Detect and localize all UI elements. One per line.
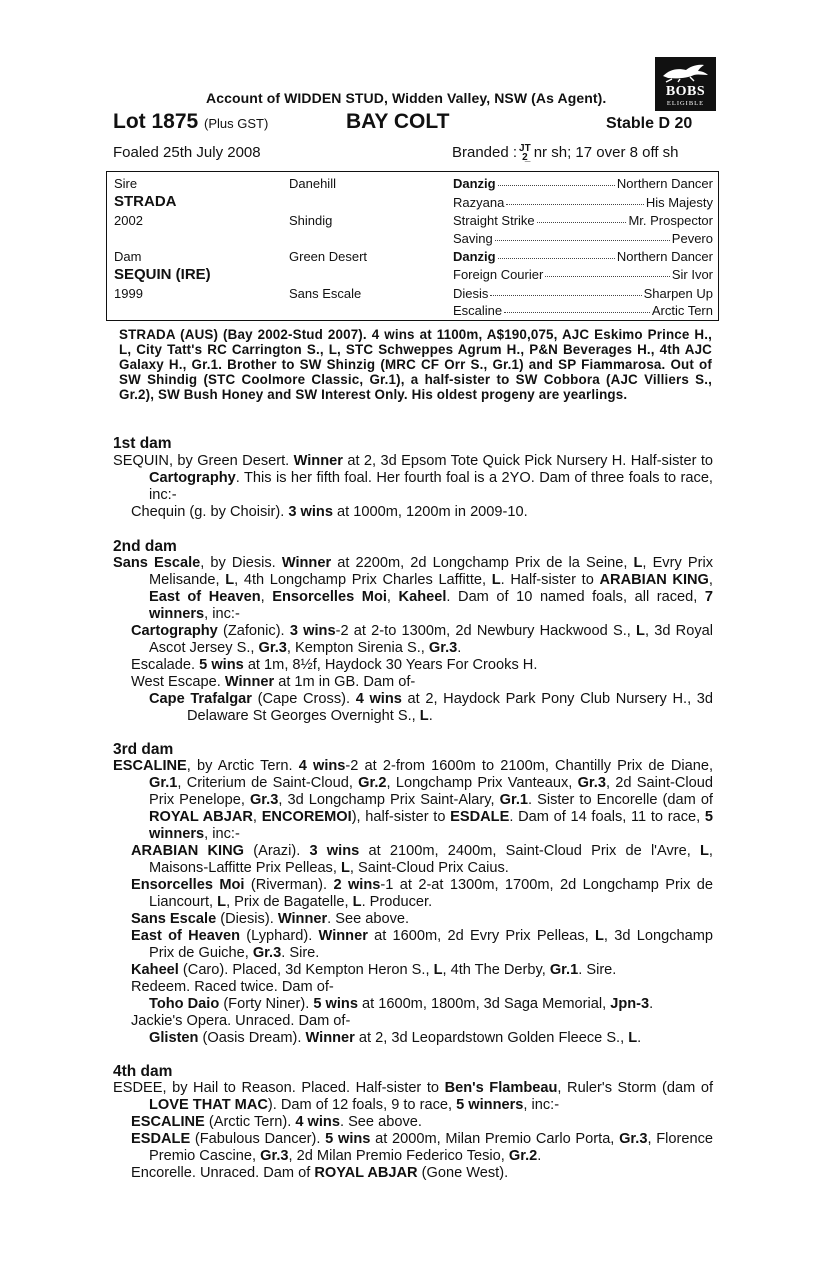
pedigree-ancestor: Diesis Sharpen Up xyxy=(453,286,713,301)
pedigree-ancestor: Straight Strike Mr. Prospector xyxy=(453,213,713,228)
bobs-logo xyxy=(655,57,716,111)
section-heading-2nd-dam: 2nd dam xyxy=(113,538,177,555)
progeny-entry: Toho Daio (Forty Niner). 5 wins at 1600m, 1800m, 3d Saga Memorial, Jpn-3. xyxy=(149,996,654,1012)
progeny-entry: ARABIAN KING (Arazi). 3 wins at 2100m, 2400m, Saint-Cloud Prix de l'Avre, L, Maisons-Laffitte Prix Pelleas, L, Saint-Cloud Prix Caius. xyxy=(131,843,713,876)
pedigree-ancestor: Danzig Northern Dancer xyxy=(453,249,713,264)
gst-note: (Plus GST) xyxy=(204,116,269,131)
brand-bottom: 2̲ xyxy=(522,152,528,163)
sire-year: 2002 xyxy=(114,213,143,228)
pedigree-ancestor: Saving Pevero xyxy=(453,231,713,246)
lot-label: Lot 1875 xyxy=(113,110,199,133)
sire-dam: Shindig xyxy=(289,213,333,228)
dam-entry: SEQUIN, by Green Desert. Winner at 2, 3d Epsom Tote Quick Pick Nursery H. Half-sister to Cartography. This is her fifth foal. Her fourth foal is a 2YO. Dam of three foals to race, inc:- xyxy=(113,453,713,503)
pedigree-ancestor: Escaline Arctic Tern xyxy=(453,303,713,318)
horse-icon xyxy=(660,61,711,83)
brand-mark xyxy=(519,144,531,162)
branded-suffix: nr sh; 17 over 8 off sh xyxy=(533,144,679,161)
colour-sex: BAY COLT xyxy=(346,110,450,133)
sire-name: STRADA xyxy=(114,193,177,210)
brand-top: JT xyxy=(519,143,531,154)
progeny-entry: ESDALE (Fabulous Dancer). 5 wins at 2000m, Milan Premio Carlo Porta, Gr.3, Florence Premio Cascine, Gr.3, 2d Milan Premio Federico Tesio, Gr.2. xyxy=(131,1131,714,1164)
foaled-date: Foaled 25th July 2008 xyxy=(113,144,261,161)
pedigree-ancestor: Danzig Northern Dancer xyxy=(453,176,713,191)
progeny-entry: Glisten (Oasis Dream). Winner at 2, 3d Leopardstown Golden Fleece S., L. xyxy=(149,1030,642,1046)
dam-dam: Sans Escale xyxy=(289,286,362,301)
pedigree-table xyxy=(106,171,719,321)
progeny-entry: Cape Trafalgar (Cape Cross). 4 wins at 2, Haydock Park Pony Club Nursery H., 3d Delaware St Georges Overnight S., L. xyxy=(149,691,714,724)
branded-prefix: Branded : xyxy=(452,144,518,161)
section-heading-3rd-dam: 3rd dam xyxy=(113,741,174,758)
brand-info xyxy=(452,144,679,162)
stable-location: Stable D 20 xyxy=(606,115,693,132)
progeny-entry: Chequin (g. by Choisir). 3 wins at 1000m, 1200m in 2009-10. xyxy=(131,504,528,520)
dam-name: SEQUIN (IRE) xyxy=(114,266,211,283)
pedigree-ancestor: Razyana His Majesty xyxy=(453,195,713,210)
logo-subtitle: ELIGIBLE xyxy=(666,100,705,107)
progeny-entry: Redeem. Raced twice. Dam of- xyxy=(131,979,334,995)
vendor-account: Account of WIDDEN STUD, Widden Valley, NSW (As Agent). xyxy=(206,90,607,106)
progeny-entry: West Escape. Winner at 1m in GB. Dam of- xyxy=(131,674,416,690)
sire-label: Sire xyxy=(114,176,138,191)
progeny-entry: Kaheel (Caro). Placed, 3d Kempton Heron S., L, 4th The Derby, Gr.1. Sire. xyxy=(131,962,617,978)
progeny-entry: Encorelle. Unraced. Dam of ROYAL ABJAR (Gone West). xyxy=(131,1165,509,1181)
pedigree-ancestor: Foreign Courier Sir Ivor xyxy=(453,267,713,282)
lot-number xyxy=(113,110,268,134)
dam-year: 1999 xyxy=(114,286,143,301)
section-heading-1st-dam: 1st dam xyxy=(113,435,172,452)
progeny-entry: Sans Escale (Diesis). Winner. See above. xyxy=(131,911,410,927)
logo-word: BOBS xyxy=(665,84,706,99)
progeny-entry: Escalade. 5 wins at 1m, 8½f, Haydock 30 Years For Crooks H. xyxy=(131,657,538,673)
progeny-entry: ESCALINE (Arctic Tern). 4 wins. See above. xyxy=(131,1114,422,1130)
dam-entry: ESCALINE, by Arctic Tern. 4 wins-2 at 2-from 1600m to 2100m, Chantilly Prix de Diane, Gr.1, Criterium de Saint-Cloud, Gr.2, Longchamp Prix Vanteaux, Gr.3, 2d Saint-Cloud Prix Penelope, Gr.3, 3d Longchamp Prix Saint-Alary, Gr.1. Sister to Encorelle (dam of ROYAL ABJAR, ENCOREMOI), half-sister to ESDALE. Dam of 14 foals, 11 to race, 5 winners, inc:- xyxy=(113,758,714,842)
dam-sire: Green Desert xyxy=(289,249,368,264)
dam-entry: Sans Escale, by Diesis. Winner at 2200m, 2d Longchamp Prix de la Seine, L, Evry Prix Melisande, L, 4th Longchamp Prix Charles Laffitte, L. Half-sister to ARABIAN KING, East of Heaven, Ensorcelles Moi, Kaheel. Dam of 10 named foals, all raced, 7 winners, inc:- xyxy=(113,555,713,622)
section-heading-4th-dam: 4th dam xyxy=(113,1063,173,1080)
sire-sire: Danehill xyxy=(289,176,336,191)
progeny-entry: Cartography (Zafonic). 3 wins-2 at 2-to 1300m, 2d Newbury Hackwood S., L, 3d Royal Ascot Jersey S., Gr.3, Kempton Sirenia S., Gr.3. xyxy=(131,623,713,656)
sire-summary: STRADA (AUS) (Bay 2002-Stud 2007). 4 wins at 1100m, A$190,075, AJC Eskimo Prince H., L, City Tatt's RC Carrington S., L, STC Schweppes Agrum H., P&N Beverages H., 4th AJC Galaxy H., Gr.1. Brother to SW Shinzig (MRC CF Orr S., Gr.1) and SP Fiammarosa. Out of SW Shindig (STC Coolmore Classic, Gr.1), a half-sister to SW Cobbora (AJC Villiers S., Gr.2), SW Bush Honey and SW Interest Only. His oldest progeny are yearlings. xyxy=(119,327,712,402)
progeny-entry: Jackie's Opera. Unraced. Dam of- xyxy=(131,1013,351,1029)
progeny-entry: Ensorcelles Moi (Riverman). 2 wins-1 at 2-at 1300m, 1700m, 2d Longchamp Prix de Liancourt, L, Prix de Bagatelle, L. Producer. xyxy=(131,877,714,910)
progeny-entry: East of Heaven (Lyphard). Winner at 1600m, 2d Evry Prix Pelleas, L, 3d Longchamp Prix de Guiche, Gr.3. Sire. xyxy=(131,928,713,961)
dam-entry: ESDEE, by Hail to Reason. Placed. Half-sister to Ben's Flambeau, Ruler's Storm (dam of LOVE THAT MAC). Dam of 12 foals, 9 to race, 5 winners, inc:- xyxy=(113,1080,713,1113)
dam-label: Dam xyxy=(114,249,142,264)
